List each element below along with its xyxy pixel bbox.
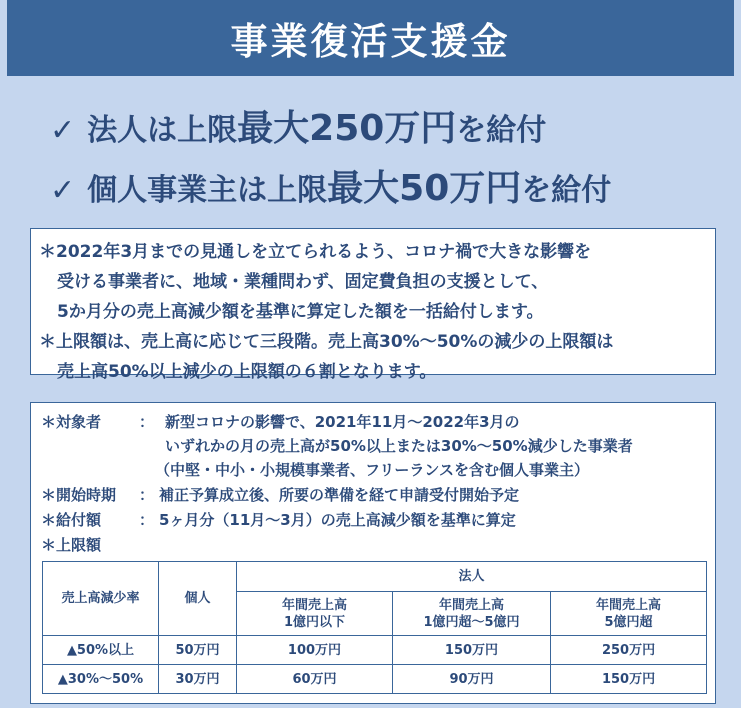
header-line: 年間売上高 [281,597,347,613]
cell-corp-mid: 90万円 [393,665,551,694]
amount-row [41,509,516,530]
header-line: 年間売上高 [596,597,662,613]
check-icon: ✓ [50,113,76,148]
cell-rate: ▲50%以上 [43,636,159,665]
amount-text: 5ヶ月分（11月～3月）の売上高減少額を基準に算定 [159,511,516,529]
cell-individual: 50万円 [159,636,237,665]
start-row [41,484,519,505]
note-line: ＊2022年3月までの見通しを立てられるよう、コロナ禍で大きな影響を [39,242,592,262]
cell-corp-large: 250万円 [551,636,707,665]
header-individual: 個人 [159,562,237,636]
note-line: 5か月分の売上高減少額を基準に算定した額を一括給付します。 [57,302,544,322]
separator: ： [139,486,155,504]
start-text: 補正予算成立後、所要の準備を経て申請受付開始予定 [159,486,520,504]
headline-amount: 最大50万円 [327,168,522,209]
note-line: 売上高50%以上減少の上限額の６割となります。 [57,362,437,382]
check-icon: ✓ [50,173,76,208]
note-line: 受ける事業者に、地域・業種問わず、固定費負担の支援として、 [57,272,549,292]
note-line: ＊上限額は、売上高に応じて三段階。売上高30%～50%の減少の上限額は [39,332,614,352]
header-line: 1億円以下 [283,614,346,630]
header-rate: 売上高減少率 [43,562,159,636]
header-corporation: 法人 [237,562,707,592]
separator: ： [139,413,155,431]
table-row [43,665,707,694]
cell-corp-small: 100万円 [237,636,393,665]
start-label: ＊開始時期 [41,486,117,504]
table-row [43,562,707,592]
amount-label: ＊給付額 [41,511,102,529]
limit-table [42,561,707,694]
limit-row [41,534,101,555]
headline-text-2: を給付 [456,113,547,148]
separator: ： [139,511,155,529]
title-banner [7,0,734,76]
headline-corporation [50,100,546,151]
target-line: （中堅・中小・小規模事業者、フリーランスを含む個人事業主） [155,461,589,479]
header-corp-small [237,592,393,636]
header-line: 1億円超～5億円 [423,614,520,630]
target-label: ＊対象者 [41,413,102,431]
header-line: 年間売上高 [438,597,504,613]
table-row [43,636,707,665]
cell-corp-mid: 150万円 [393,636,551,665]
cell-corp-small: 60万円 [237,665,393,694]
headline-text-1: 個人事業主は上限 [87,173,328,208]
cell-individual: 30万円 [159,665,237,694]
target-row [41,411,159,432]
headline-text-1: 法人は上限 [87,113,238,148]
header-corp-mid [393,592,551,636]
header-corp-large [551,592,707,636]
cell-corp-large: 150万円 [551,665,707,694]
target-line: 新型コロナの影響で、2021年11月～2022年3月の [165,413,520,431]
headline-individual [50,160,611,211]
headline-text-2: を給付 [521,173,612,208]
details-box [30,402,716,704]
page-title: 事業復活支援金 [230,20,511,63]
notes-box [30,228,716,382]
headline-amount: 最大250万円 [237,108,457,149]
cell-rate: ▲30%～50% [43,665,159,694]
limit-label: ＊上限額 [41,536,102,554]
target-line: いずれかの月の売上高が50%以上または30%～50%減少した事業者 [165,437,633,455]
header-line: 5億円超 [604,614,653,630]
